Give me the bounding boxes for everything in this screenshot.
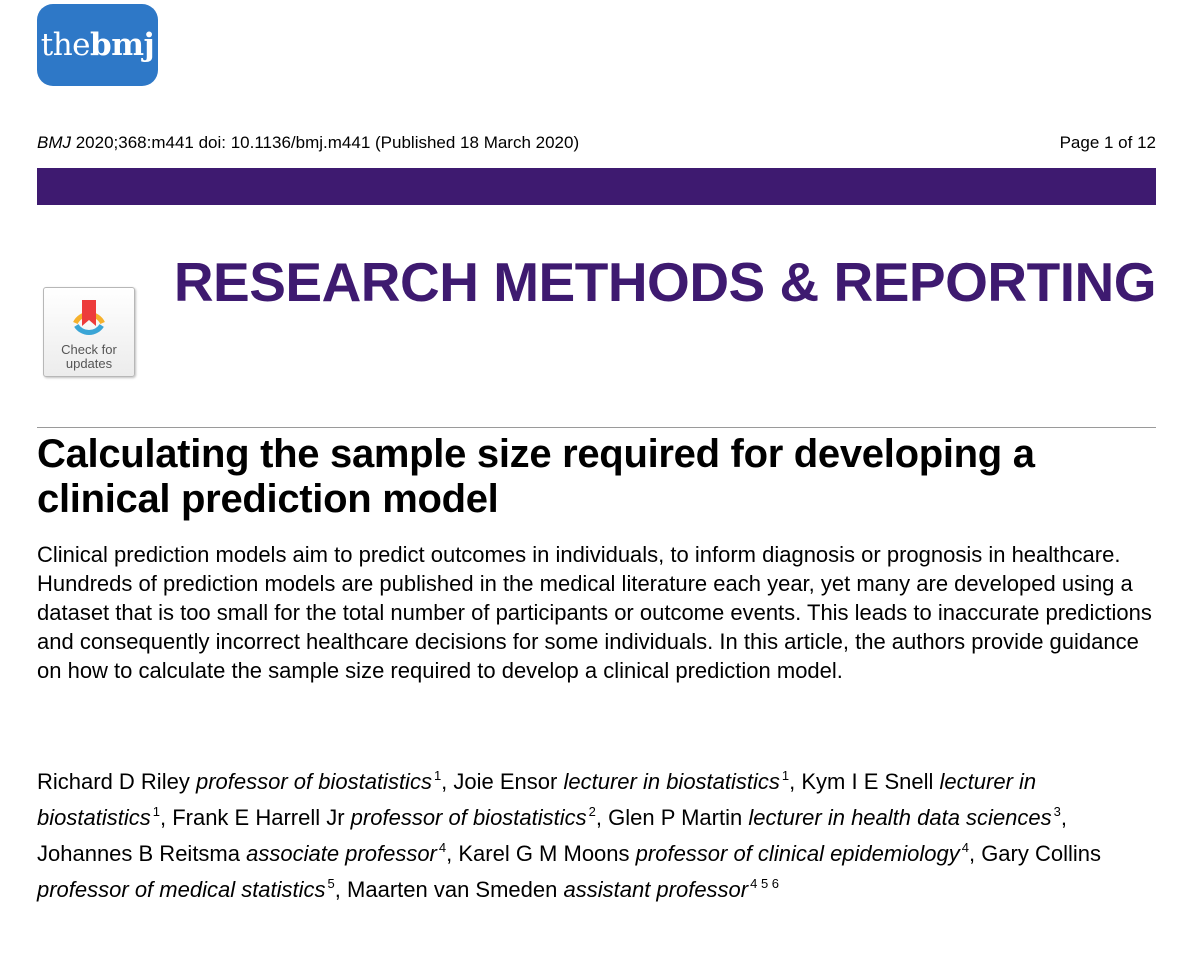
author-name: Kym I E Snell xyxy=(801,769,934,794)
author-role: lecturer in biostatistics xyxy=(37,769,1037,830)
author-name: Glen P Martin xyxy=(608,805,743,830)
author-role: associate professor xyxy=(246,841,437,866)
bmj-logo[interactable] xyxy=(37,4,158,86)
divider xyxy=(37,427,1156,428)
header-bar xyxy=(37,168,1156,205)
affiliation-marker[interactable]: 2 xyxy=(588,804,596,819)
author-role: professor of biostatistics xyxy=(195,769,432,794)
author-role: assistant professor xyxy=(563,877,749,902)
author-name: Joie Ensor xyxy=(453,769,558,794)
author-name: Gary Collins xyxy=(981,841,1101,866)
author-name: Richard D Riley xyxy=(37,769,190,794)
article-title: Calculating the sample size required for developing a clinical prediction model xyxy=(37,432,1035,521)
author-name: Maarten van Smeden xyxy=(347,877,558,902)
check-for-updates-badge[interactable] xyxy=(43,287,135,377)
affiliation-marker[interactable]: 4 xyxy=(438,840,447,855)
author-role: professor of medical statistics xyxy=(37,877,326,902)
citation-line xyxy=(37,133,579,153)
article-standfirst: Clinical prediction models aim to predict outcomes in individuals, to inform diagnosis or prognosis in healthcare. Hundreds of prediction models are published in the medical literature each year, yet many are developed using a dataset that is too small for the total number of participants or outcome events. This leads to inaccurate predictions and consequently incorrect healthcare decisions for some individuals. In this article, the authors provide guidance on how to calculate the sample size required to develop a clinical prediction model. xyxy=(37,542,1152,683)
crossmark-icon xyxy=(66,295,112,341)
page-number: Page 1 of 12 xyxy=(1059,133,1156,152)
affiliation-marker[interactable]: 1 xyxy=(781,768,790,783)
author-role: lecturer in biostatistics xyxy=(563,769,780,794)
affiliation-marker[interactable]: 4 5 6 xyxy=(750,876,780,891)
author-name: Frank E Harrell Jr xyxy=(172,805,345,830)
section-heading: RESEARCH METHODS & REPORTING xyxy=(173,251,1156,313)
affiliation-marker[interactable]: 1 xyxy=(152,804,160,819)
author-name: Johannes B Reitsma xyxy=(37,841,240,866)
affiliation-marker[interactable]: 5 xyxy=(327,876,335,891)
author-name: Karel G M Moons xyxy=(458,841,630,866)
affiliation-marker[interactable]: 4 xyxy=(961,840,969,855)
affiliation-marker[interactable]: 1 xyxy=(433,768,442,783)
journal-name: BMJ xyxy=(37,133,71,152)
affiliation-marker[interactable]: 3 xyxy=(1053,804,1061,819)
citation-details: 2020;368:m441 doi: 10.1136/bmj.m441 (Published 18 March 2020) xyxy=(71,133,580,152)
check-updates-label: Check for updates xyxy=(61,342,117,371)
author-role: professor of clinical epidemiology xyxy=(635,841,960,866)
author-list: Richard D Riley professor of biostatistics $^1$, Joie Ensor lecturer in biostatistics $^1$, Kym I E Snell lecturer in biostatistics $^1$, Frank E Harrell Jr professor of biostatistics $^2$, Glen P Martin lecturer in health data sciences $^3$, Johannes B Reitsma associate professor $^4$, Karel G M Moons professor of clinical epidemiology $^4$, Gary Collins professor of medical statistics $^5$, Maarten van Smeden assistant professor $^{4 5 6}$ xyxy=(37,768,1101,902)
author-role: professor of biostatistics xyxy=(350,805,587,830)
author-role: lecturer in health data sciences xyxy=(748,805,1052,830)
bmj-logo-text: thebmj xyxy=(40,27,155,63)
